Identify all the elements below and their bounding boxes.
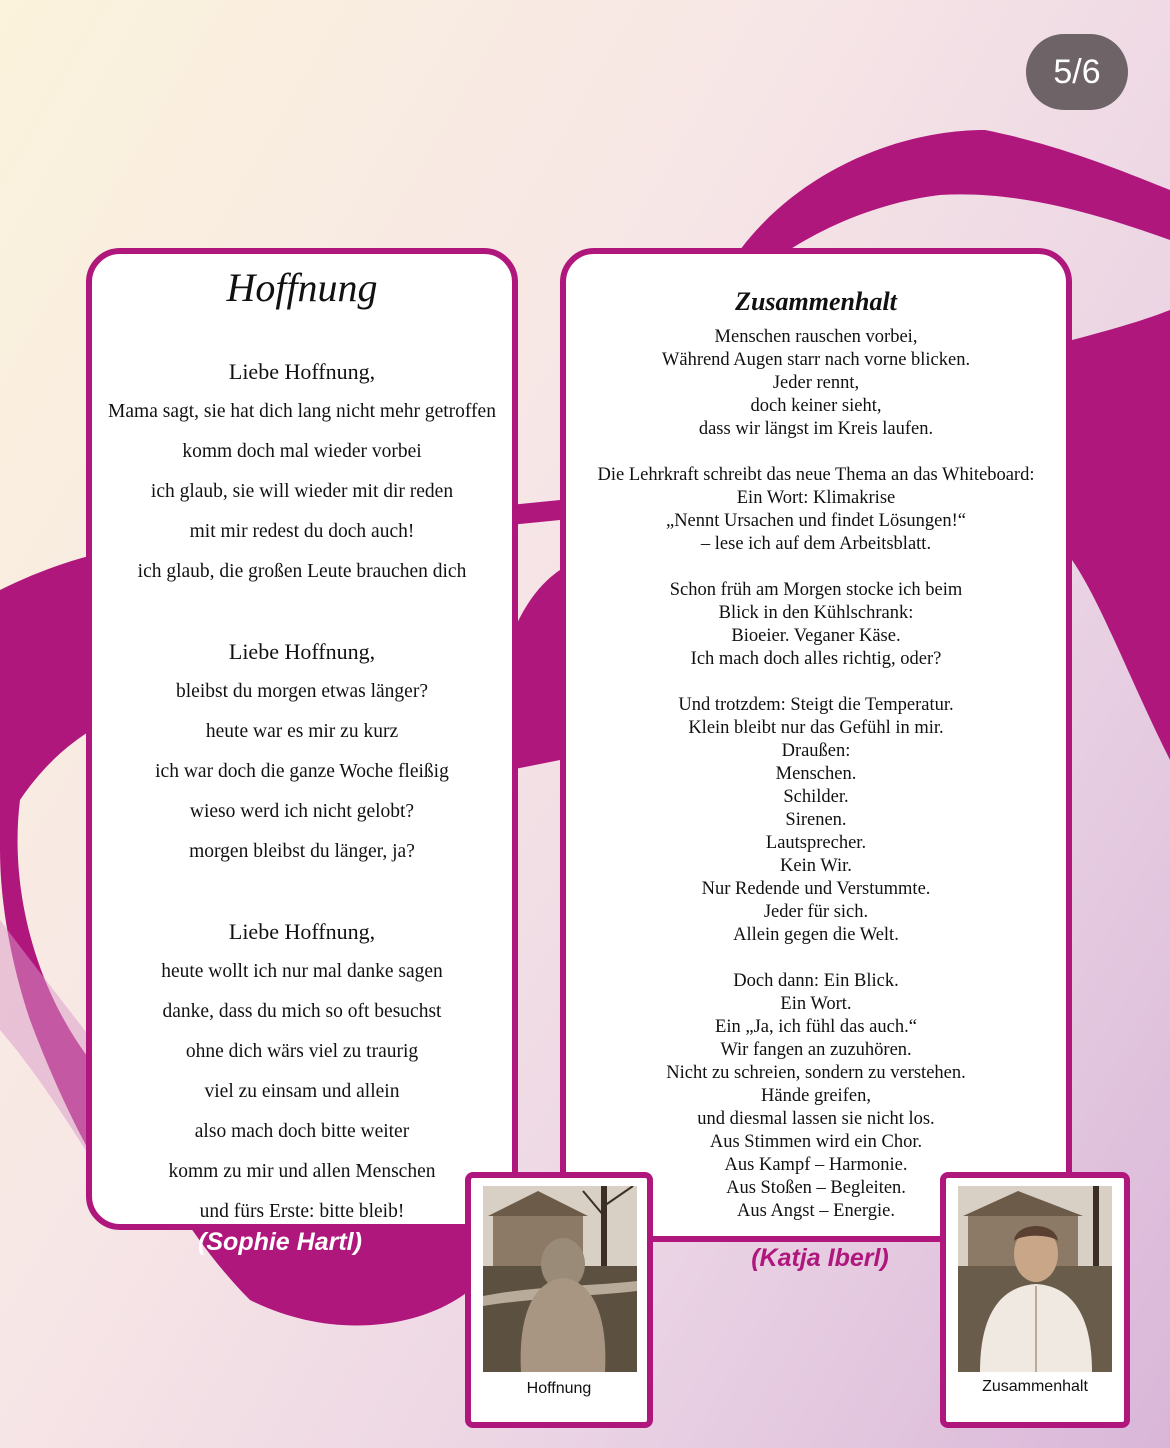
photo-caption: Hoffnung (526, 1380, 592, 1397)
poem-line: Klein bleibt nur das Gefühl in mir. (688, 718, 944, 738)
poem-line: und fürs Erste: bitte bleib! (199, 1201, 405, 1222)
poem-line: Draußen: (781, 741, 851, 761)
poem-line: mit mir redest du doch auch! (189, 521, 415, 542)
poem-line: wieso werd ich nicht gelobt? (189, 801, 415, 822)
stanza (566, 326, 1066, 441)
stanza (566, 694, 1066, 947)
poem-line: doch keiner sieht, (750, 396, 882, 416)
poem-line: Lautsprecher. (765, 833, 867, 853)
poem-title: Zusammenhalt (735, 287, 897, 316)
poem-line: Schilder. (783, 787, 849, 807)
poem-line: komm doch mal wieder vorbei (182, 441, 422, 462)
poem-line: Nur Redende und Verstummte. (701, 879, 931, 899)
page-counter-badge: 5/6 (1026, 34, 1128, 110)
poem-line: Wir fangen an zuzuhören. (720, 1040, 912, 1060)
photo-caption: Zusammenhalt (982, 1378, 1088, 1395)
poem-line: Schon früh am Morgen stocke ich beim (669, 580, 963, 600)
poem-line: Mama sagt, sie hat dich lang nicht mehr getroffen (108, 401, 496, 422)
photo-card-zusammenhalt (940, 1172, 1130, 1428)
poem-line: „Nennt Ursachen und findet Lösungen!“ (665, 511, 966, 531)
poem-line: ich glaub, sie will wieder mit dir reden (150, 481, 454, 502)
poem-title: Hoffnung (226, 265, 378, 310)
poem-line: ich war doch die ganze Woche fleißig (155, 761, 449, 782)
poem-line: Ein Wort. (780, 994, 852, 1014)
photo-girl-from-behind (483, 1186, 637, 1372)
poem-line: Allein gegen die Welt. (733, 925, 899, 945)
poem-line: morgen bleibst du länger, ja? (189, 841, 415, 862)
poem-line: Menschen. (775, 764, 857, 784)
stanza (92, 352, 512, 592)
poem-line: – lese ich auf dem Arbeitsblatt. (700, 534, 932, 554)
author-name: (Sophie Hartl) (198, 1228, 362, 1256)
poem-line: heute war es mir zu kurz (205, 721, 399, 742)
poem-line: viel zu einsam und allein (204, 1081, 400, 1102)
stanza (92, 912, 512, 1232)
poem-line: Ich mach doch alles richtig, oder? (690, 649, 942, 669)
poem-line: danke, dass du mich so oft besuchst (162, 1001, 442, 1022)
photo-young-man (958, 1186, 1112, 1372)
poem-line: Hände greifen, (761, 1086, 871, 1106)
poem-line: Aus Kampf – Harmonie. (724, 1155, 908, 1175)
poem-line: Nicht zu schreien, sondern zu verstehen. (666, 1063, 966, 1083)
poem-line: Ein „Ja, ich fühl das auch.“ (715, 1017, 917, 1037)
poem-line: Ein Wort: Klimakrise (736, 488, 896, 508)
poem-line: Aus Angst – Energie. (737, 1201, 895, 1221)
poem-line: komm zu mir und allen Menschen (168, 1161, 436, 1182)
poem-line: Jeder für sich. (763, 902, 869, 922)
poem-line: und diesmal lassen sie nicht los. (697, 1109, 935, 1129)
stanza-greeting: Liebe Hoffnung, (228, 639, 376, 664)
poem-line: Die Lehrkraft schreibt das neue Thema an das Whiteboard: (597, 465, 1035, 485)
stanza (566, 464, 1066, 556)
poem-line: Und trotzdem: Steigt die Temperatur. (678, 695, 954, 715)
poem-line: Menschen rauschen vorbei, (714, 327, 918, 347)
poem-line: Doch dann: Ein Blick. (733, 971, 899, 991)
poem-line: Kein Wir. (780, 856, 852, 876)
poem-line: heute wollt ich nur mal danke sagen (161, 961, 443, 982)
stanza (566, 579, 1066, 671)
author-name: (Katja Iberl) (751, 1244, 889, 1272)
poem-line: dass wir längst im Kreis laufen. (698, 419, 934, 439)
poem-line: Bioeier. Veganer Käse. (731, 626, 901, 646)
poem-line: Sirenen. (785, 810, 847, 830)
poem-line: also mach doch bitte weiter (194, 1121, 410, 1142)
poem-line: Blick in den Kühlschrank: (718, 603, 914, 623)
poem-line: ich glaub, die großen Leute brauchen dich (137, 561, 467, 582)
stanza-greeting: Liebe Hoffnung, (228, 919, 376, 944)
stanza-greeting: Liebe Hoffnung, (228, 359, 376, 384)
poem-line: Jeder rennt, (772, 373, 860, 393)
poem-line: bleibst du morgen etwas länger? (176, 681, 428, 702)
poem-card-zusammenhalt (560, 248, 1072, 1242)
poem-line: Während Augen starr nach vorne blicken. (661, 350, 971, 370)
photo-card-hoffnung (465, 1172, 653, 1428)
poem-card-hoffnung (86, 248, 518, 1230)
poem-line: ohne dich wärs viel zu traurig (185, 1041, 419, 1062)
poem-line: Aus Stimmen wird ein Chor. (709, 1132, 923, 1152)
poem-line: Aus Stoßen – Begleiten. (726, 1178, 906, 1198)
stanza (92, 632, 512, 872)
